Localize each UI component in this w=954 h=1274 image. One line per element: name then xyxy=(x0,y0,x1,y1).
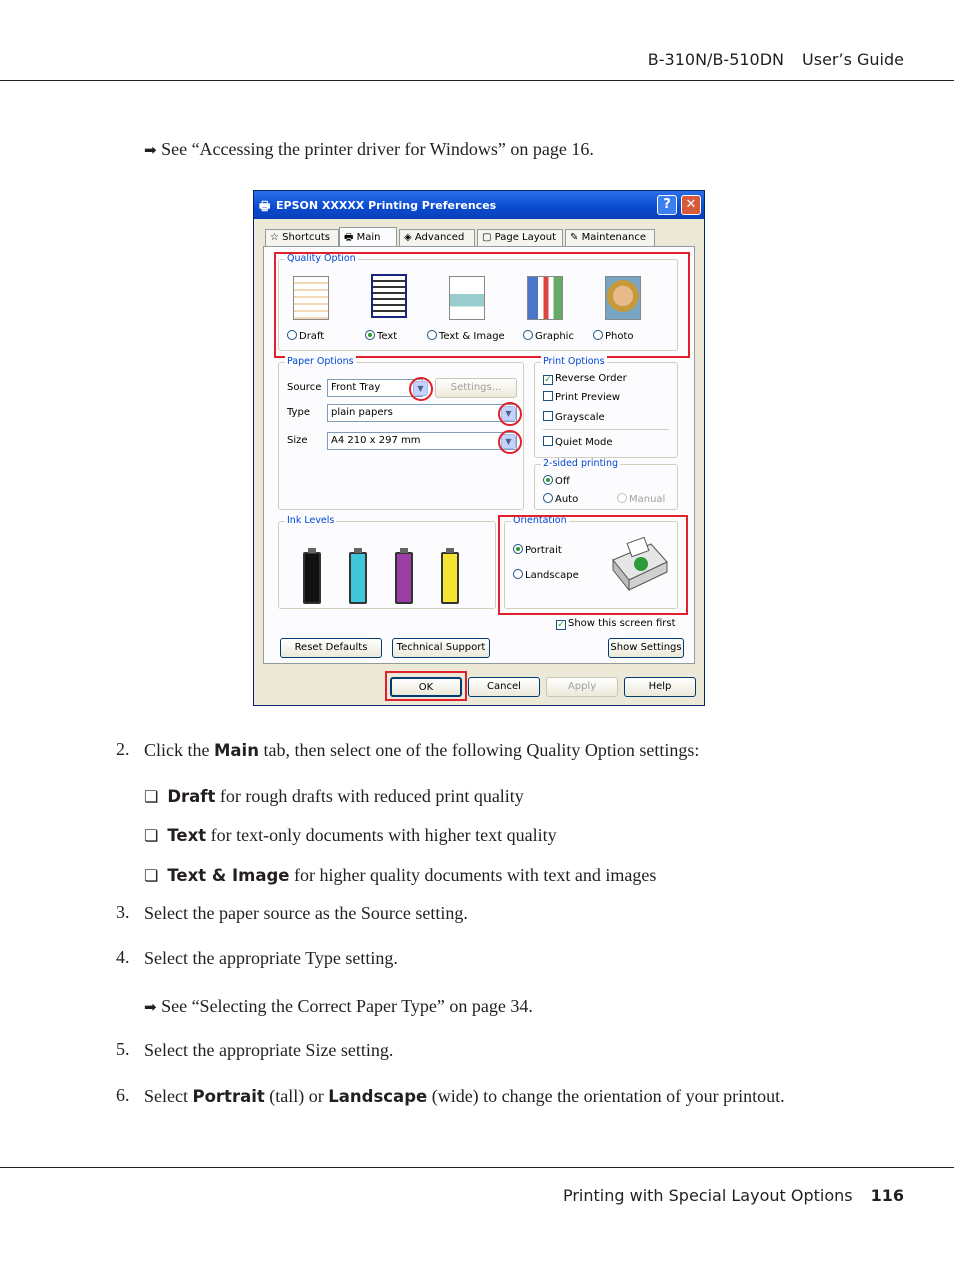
print-options-label: Print Options xyxy=(543,356,605,367)
see-also-paper-type xyxy=(144,995,533,1018)
size-select[interactable] xyxy=(327,432,517,450)
radio-draft-label: Draft xyxy=(299,331,325,342)
tab-maintenance[interactable] xyxy=(565,229,655,247)
tab-advanced[interactable] xyxy=(399,229,475,247)
reverse-order-checkbox[interactable] xyxy=(543,373,627,385)
source-dropdown-icon[interactable]: ▼ xyxy=(413,381,428,396)
print-options-group xyxy=(534,356,678,458)
step-2-text xyxy=(144,739,699,762)
show-settings-button[interactable]: Show Settings xyxy=(608,638,684,658)
page-header xyxy=(648,50,904,69)
step-2-post: tab, then select one of the following Quality Option settings: xyxy=(258,740,700,760)
apply-button[interactable]: Apply xyxy=(546,677,618,697)
radio-auto-indicator xyxy=(543,493,553,503)
radio-landscape-label: Landscape xyxy=(525,570,579,581)
step-4-number: 4. xyxy=(116,947,130,967)
ink-levels-group xyxy=(278,515,496,609)
reset-defaults-button[interactable]: Reset Defaults xyxy=(280,638,382,658)
print-preview-checkbox[interactable] xyxy=(543,391,620,403)
printer-tab-icon: 🖶 xyxy=(344,232,354,243)
step-6-mid: (tall) or xyxy=(264,1086,329,1106)
tab-main[interactable] xyxy=(339,227,397,248)
print-preview-box xyxy=(543,391,553,401)
radio-photo-label: Photo xyxy=(605,331,634,342)
wrench-icon: ✎ xyxy=(570,232,579,243)
paper-settings-button[interactable]: Settings... xyxy=(435,378,517,398)
paper-options-label: Paper Options xyxy=(287,356,354,367)
radio-two-sided-auto[interactable] xyxy=(543,493,578,505)
size-label: Size xyxy=(287,435,308,446)
ink-yellow-cartridge xyxy=(441,552,459,604)
grayscale-box xyxy=(543,411,553,421)
tab-page-layout[interactable] xyxy=(477,229,563,247)
page-number: 116 xyxy=(870,1186,904,1205)
see-also-driver xyxy=(144,138,594,161)
radio-auto-label: Auto xyxy=(555,494,579,505)
tab-advanced-label: Advanced xyxy=(414,232,465,243)
reverse-order-checkmark: ✓ xyxy=(544,375,552,385)
step-5-number: 5. xyxy=(116,1039,130,1059)
printer-icon: 🖶 xyxy=(259,199,271,213)
page-icon: ▢ xyxy=(482,232,492,243)
radio-manual-indicator xyxy=(617,493,627,503)
technical-support-button[interactable]: Technical Support xyxy=(392,638,490,658)
tab-main-label: Main xyxy=(356,232,381,243)
type-select[interactable] xyxy=(327,404,517,422)
bullet-draft xyxy=(144,785,524,808)
paper-options-group xyxy=(278,356,524,510)
type-dropdown-icon[interactable]: ▼ xyxy=(501,406,516,421)
step-2-pre: Click the xyxy=(144,740,214,760)
bullet-draft-text: for rough drafts with reduced print quality xyxy=(215,786,524,806)
see-also-driver-text: See “Accessing the printer driver for Windows” on page 16. xyxy=(161,139,594,159)
ok-button[interactable]: OK xyxy=(390,677,462,697)
step-6-bold-portrait: Portrait xyxy=(192,1087,265,1106)
page-footer xyxy=(563,1186,904,1205)
step-5-text: Select the appropriate Size setting. xyxy=(144,1040,394,1060)
star-icon: ☆ xyxy=(270,232,279,243)
ink-cyan-cartridge xyxy=(349,552,367,604)
header-model: B-310N/B-510DN xyxy=(647,50,785,69)
size-dropdown-highlight xyxy=(498,430,522,454)
quality-option-highlight xyxy=(274,252,690,358)
bullet-text-image-text: for higher quality documents with text and images xyxy=(289,865,657,885)
main-tab-panel xyxy=(263,246,695,664)
see-also-paper-type-text: See “Selecting the Correct Paper Type” on page 34. xyxy=(161,996,533,1016)
step-4-text: Select the appropriate Type setting. xyxy=(144,948,398,968)
bullet-text-image xyxy=(144,864,656,887)
cancel-button[interactable]: Cancel xyxy=(468,677,540,697)
ink-black-cartridge xyxy=(303,552,321,604)
tab-maintenance-label: Maintenance xyxy=(581,232,646,243)
two-sided-group xyxy=(534,458,678,510)
type-dropdown-highlight xyxy=(498,402,522,426)
bullet-text-bold: Text xyxy=(167,826,207,845)
radio-manual-label: Manual xyxy=(629,494,666,505)
advanced-icon: ◈ xyxy=(404,232,412,243)
radio-two-sided-manual[interactable] xyxy=(617,493,665,505)
header-rule xyxy=(0,80,954,81)
radio-portrait-label: Portrait xyxy=(525,545,562,556)
type-value: plain papers xyxy=(331,407,393,418)
orientation-highlight xyxy=(498,515,688,615)
step-6-number: 6. xyxy=(116,1085,130,1105)
close-button[interactable]: ✕ xyxy=(681,195,701,215)
bullet-text-text: for text-only documents with higher text quality xyxy=(206,825,557,845)
footer-section: Printing with Special Layout Options xyxy=(562,1186,853,1205)
checkbox-bullet-icon: ❏ xyxy=(144,787,159,806)
bullet-text-image-bold: Text & Image xyxy=(167,866,290,885)
footer-rule xyxy=(0,1167,954,1168)
reverse-order-label: Reverse Order xyxy=(555,373,627,384)
radio-text-image-label: Text & Image xyxy=(439,331,505,342)
radio-text-label: Text xyxy=(377,331,398,342)
ink-levels-label: Ink Levels xyxy=(287,515,335,526)
size-dropdown-icon[interactable]: ▼ xyxy=(501,434,516,449)
ink-magenta-cartridge xyxy=(395,552,413,604)
help-button[interactable]: Help xyxy=(624,677,696,697)
radio-off-label: Off xyxy=(555,476,570,487)
step-6-post: (wide) to change the orientation of your printout. xyxy=(427,1086,785,1106)
dialog-title: EPSON XXXXX Printing Preferences xyxy=(276,199,497,212)
bullet-text xyxy=(144,824,557,847)
bullet-draft-bold: Draft xyxy=(167,787,216,806)
two-sided-label: 2-sided printing xyxy=(543,458,618,469)
help-title-button[interactable]: ? xyxy=(657,195,677,215)
show-screen-first-checkmark: ✓ xyxy=(557,620,565,630)
type-label: Type xyxy=(287,407,310,418)
header-guide: User’s Guide xyxy=(802,50,904,69)
quiet-mode-label: Quiet Mode xyxy=(555,437,613,448)
quality-option-label: Quality Option xyxy=(287,253,356,264)
quiet-mode-checkbox[interactable] xyxy=(543,436,613,448)
printing-preferences-dialog xyxy=(253,190,705,706)
dialog-titlebar xyxy=(254,191,704,219)
radio-graphic-label: Graphic xyxy=(535,331,574,342)
step-3-text: Select the paper source as the Source setting. xyxy=(144,903,468,923)
checkbox-bullet-icon: ❏ xyxy=(144,866,159,885)
tab-page-layout-label: Page Layout xyxy=(494,232,557,243)
grayscale-checkbox[interactable] xyxy=(543,411,605,423)
show-screen-first-label: Show this screen first xyxy=(568,618,676,629)
step-6-bold-landscape: Landscape xyxy=(328,1087,428,1106)
print-preview-label: Print Preview xyxy=(555,392,621,403)
arrow-right-icon: ➡ xyxy=(144,141,157,159)
size-value: A4 210 x 297 mm xyxy=(331,435,421,446)
tab-shortcuts-label: Shortcuts xyxy=(282,232,330,243)
ok-highlight xyxy=(385,671,467,701)
tab-shortcuts[interactable] xyxy=(265,229,339,247)
checkbox-bullet-icon: ❏ xyxy=(144,826,159,845)
print-options-divider xyxy=(543,429,669,430)
radio-two-sided-off[interactable] xyxy=(543,475,570,487)
source-label: Source xyxy=(287,382,322,393)
arrow-right-icon: ➡ xyxy=(144,998,157,1016)
step-6-text xyxy=(144,1085,785,1108)
grayscale-label: Grayscale xyxy=(555,412,605,423)
show-screen-first-checkbox[interactable] xyxy=(556,618,676,630)
source-value: Front Tray xyxy=(331,382,381,393)
radio-off-indicator xyxy=(543,475,553,485)
source-dropdown-highlight xyxy=(409,377,433,401)
step-6-pre: Select xyxy=(144,1086,193,1106)
step-3-number: 3. xyxy=(116,902,130,922)
step-2-bold: Main xyxy=(214,741,259,760)
step-2-number: 2. xyxy=(116,739,130,759)
orientation-label: Orientation xyxy=(513,515,567,526)
quiet-mode-box xyxy=(543,436,553,446)
